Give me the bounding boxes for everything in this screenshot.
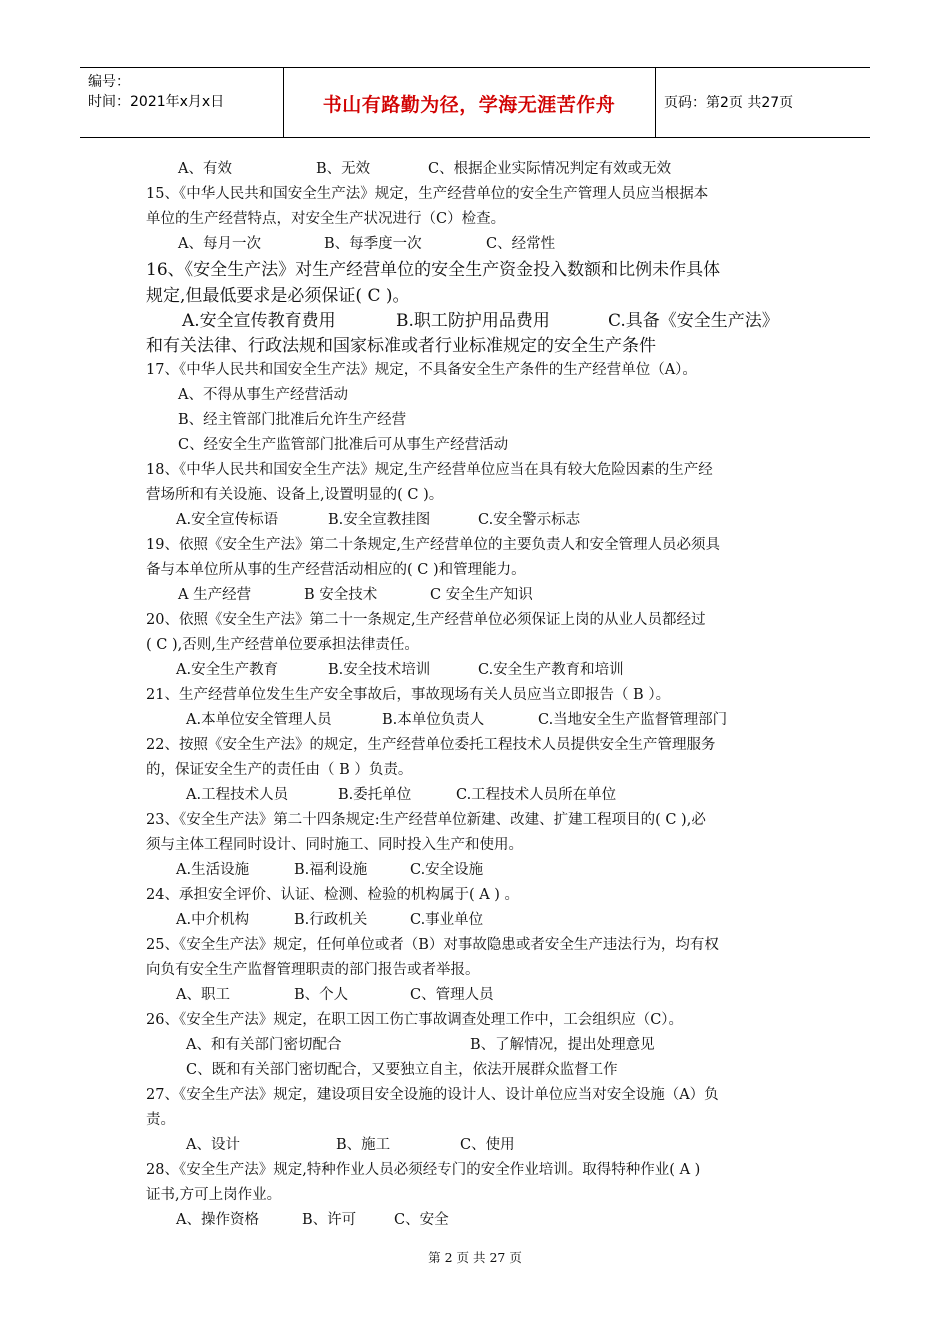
option: B.职工防护用品费用 — [396, 311, 550, 331]
option: A、职工 — [176, 987, 230, 1003]
question-text: 20、依照《安全生产法》第二十一条规定,生产经营单位必须保证上岗的从业人员都经过 — [146, 612, 706, 628]
question-text: ( C ),否则,生产经营单位要承担法律责任。 — [146, 637, 419, 653]
header-motto: 书山有路勤为径，学海无涯苦作舟 — [322, 94, 616, 116]
option: A、和有关部门密切配合 — [186, 1037, 342, 1053]
header-meta — [88, 72, 224, 112]
option: C.事业单位 — [410, 912, 484, 928]
question-text: 24、承担安全评价、认证、检测、检验的机构属于( A ) 。 — [146, 887, 520, 903]
option: C.具备《安全生产法》 — [608, 311, 779, 331]
header-page-code: 页码：第2页 共27页 — [664, 95, 794, 111]
option: A 生产经营 — [178, 587, 252, 603]
option: A.本单位安全管理人员 — [186, 712, 332, 728]
option: B.安全技术培训 — [328, 662, 431, 678]
option: A.生活设施 — [176, 862, 250, 878]
option: C.安全警示标志 — [478, 512, 581, 528]
option: B、个人 — [294, 987, 349, 1003]
option: A.安全宣传教育费用 — [182, 311, 336, 331]
option: B.委托单位 — [338, 787, 412, 803]
question-text: 须与主体工程同时设计、同时施工、同时投入生产和使用。 — [146, 837, 523, 853]
option: C、管理人员 — [410, 987, 494, 1003]
option: C、安全 — [394, 1212, 449, 1228]
option: C、使用 — [460, 1137, 515, 1153]
option: A、每月一次 — [178, 236, 261, 252]
question-text: 27、《安全生产法》规定，建设项目安全设施的设计人、设计单位应当对安全设施（A）负 — [146, 1087, 719, 1103]
question-text: 和有关法律、行政法规和国家标准或者行业标准规定的安全生产条件 — [146, 336, 656, 356]
option: B 安全技术 — [304, 587, 378, 603]
option: C、经安全生产监管部门批准后可从事生产经营活动 — [178, 437, 509, 453]
question-text: 25、《安全生产法》规定，任何单位或者（B）对事故隐患或者安全生产违法行为，均有权 — [146, 937, 719, 953]
option: C.安全生产教育和培训 — [478, 662, 624, 678]
question-text: 单位的生产经营特点，对安全生产状况进行（C）检查。 — [146, 211, 506, 227]
option: C、根据企业实际情况判定有效或无效 — [428, 161, 672, 177]
question-text: 营场所和有关设施、设备上,设置明显的( C )。 — [146, 487, 444, 503]
question-text: 16、《安全生产法》对生产经营单位的安全生产资金投入数额和比例未作具体 — [146, 260, 721, 280]
option: B.安全宣教挂图 — [328, 512, 431, 528]
option: A、不得从事生产经营活动 — [178, 387, 348, 403]
option: B、施工 — [336, 1137, 391, 1153]
option: C 安全生产知识 — [430, 587, 533, 603]
question-text: 26、《安全生产法》规定，在职工因工伤亡事故调查处理工作中，工会组织应（C）。 — [146, 1012, 684, 1028]
question-text: 的，保证安全生产的责任由（ B ）负责。 — [146, 762, 413, 778]
question-text: 18、《中华人民共和国安全生产法》规定,生产经营单位应当在具有较大危险因素的生产经 — [146, 462, 713, 478]
question-text: 19、依照《安全生产法》第二十条规定,生产经营单位的主要负责人和安全管理人员必须具 — [146, 537, 721, 553]
option: C.安全设施 — [410, 862, 484, 878]
question-text: 备与本单位所从事的生产经营活动相应的( C )和管理能力。 — [146, 562, 526, 578]
question-text: 规定,但最低要求是必须保证( C )。 — [146, 286, 410, 306]
option: B.福利设施 — [294, 862, 368, 878]
question-text: 15、《中华人民共和国安全生产法》规定，生产经营单位的安全生产管理人员应当根据本 — [146, 186, 709, 202]
option: B、每季度一次 — [324, 236, 422, 252]
question-text: 22、按照《安全生产法》的规定，生产经营单位委托工程技术人员提供安全生产管理服务 — [146, 737, 716, 753]
document-time-label: 时间：2021年x月x日 — [88, 94, 225, 110]
page-footer: 第 2 页 共 27 页 — [428, 1250, 522, 1265]
option: C.当地安全生产监督管理部门 — [538, 712, 728, 728]
option: A.安全生产教育 — [176, 662, 279, 678]
option: B、了解情况，提出处理意见 — [470, 1037, 655, 1053]
question-text: 28、《安全生产法》规定,特种作业人员必须经专门的安全作业培训。取得特种作业( A ) — [146, 1162, 701, 1178]
document-number-label: 编号： — [88, 74, 130, 90]
option: A、设计 — [186, 1137, 240, 1153]
option: A.安全宣传标语 — [176, 512, 279, 528]
question-text: 21、生产经营单位发生生产安全事故后，事故现场有关人员应当立即报告（ B ）。 — [146, 687, 671, 703]
option: C、既和有关部门密切配合，又要独立自主，依法开展群众监督工作 — [186, 1062, 618, 1078]
page-header — [80, 67, 870, 138]
option: C、经常性 — [486, 236, 556, 252]
question-text: 证书,方可上岗作业。 — [146, 1187, 282, 1203]
option: A.中介机构 — [176, 912, 250, 928]
option: B.行政机关 — [294, 912, 368, 928]
option: B.本单位负责人 — [382, 712, 485, 728]
question-text: 责。 — [146, 1112, 175, 1128]
option: A、有效 — [178, 161, 232, 177]
option: C.工程技术人员所在单位 — [456, 787, 617, 803]
option: B、许可 — [302, 1212, 357, 1228]
option: B、经主管部门批准后允许生产经营 — [178, 412, 407, 428]
header-divider — [655, 68, 656, 137]
question-text: 向负有安全生产监督管理职责的部门报告或者举报。 — [146, 962, 480, 978]
option: A、操作资格 — [176, 1212, 259, 1228]
question-text: 23、《安全生产法》第二十四条规定:生产经营单位新建、改建、扩建工程项目的( C ),必 — [146, 812, 706, 828]
question-text: 17、《中华人民共和国安全生产法》规定，不具备安全生产条件的生产经营单位（A）。 — [146, 362, 697, 378]
option: B、无效 — [316, 161, 371, 177]
option: A.工程技术人员 — [186, 787, 289, 803]
